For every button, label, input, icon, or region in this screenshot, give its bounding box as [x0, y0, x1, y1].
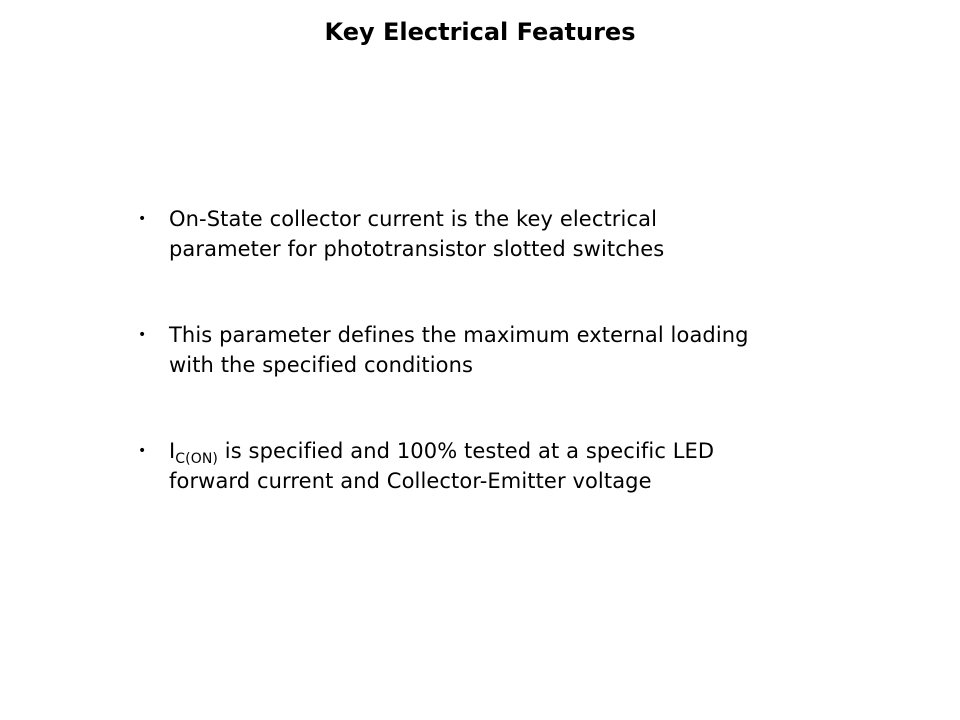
bullet-item-collector-current [138, 204, 858, 264]
bullet-text-line: forward current and Collector-Emitter voltage [169, 469, 652, 493]
bullet-text-line: parameter for phototransistor slotted switches [169, 237, 665, 261]
bullet-icon: • [138, 211, 147, 227]
bullet-item-external-loading [138, 320, 858, 380]
bullet-text-line: This parameter defines the maximum external loading [169, 323, 749, 347]
bullet-text-line [169, 436, 858, 466]
ic-on-subscript: C(ON) [175, 451, 218, 467]
bullet-icon: • [138, 327, 147, 343]
bullet-text-rest: is specified and 100% tested at a specific LED [218, 439, 715, 463]
bullet-item-ic-on-tested [138, 436, 858, 496]
bullet-list [138, 204, 858, 496]
bullet-text-line: with the specified conditions [169, 353, 474, 377]
ic-on-symbol: I [169, 439, 176, 463]
bullet-text-line: On-State collector current is the key electrical [169, 207, 658, 231]
slide-title: Key Electrical Features [324, 18, 636, 46]
bullet-icon: • [138, 443, 147, 459]
